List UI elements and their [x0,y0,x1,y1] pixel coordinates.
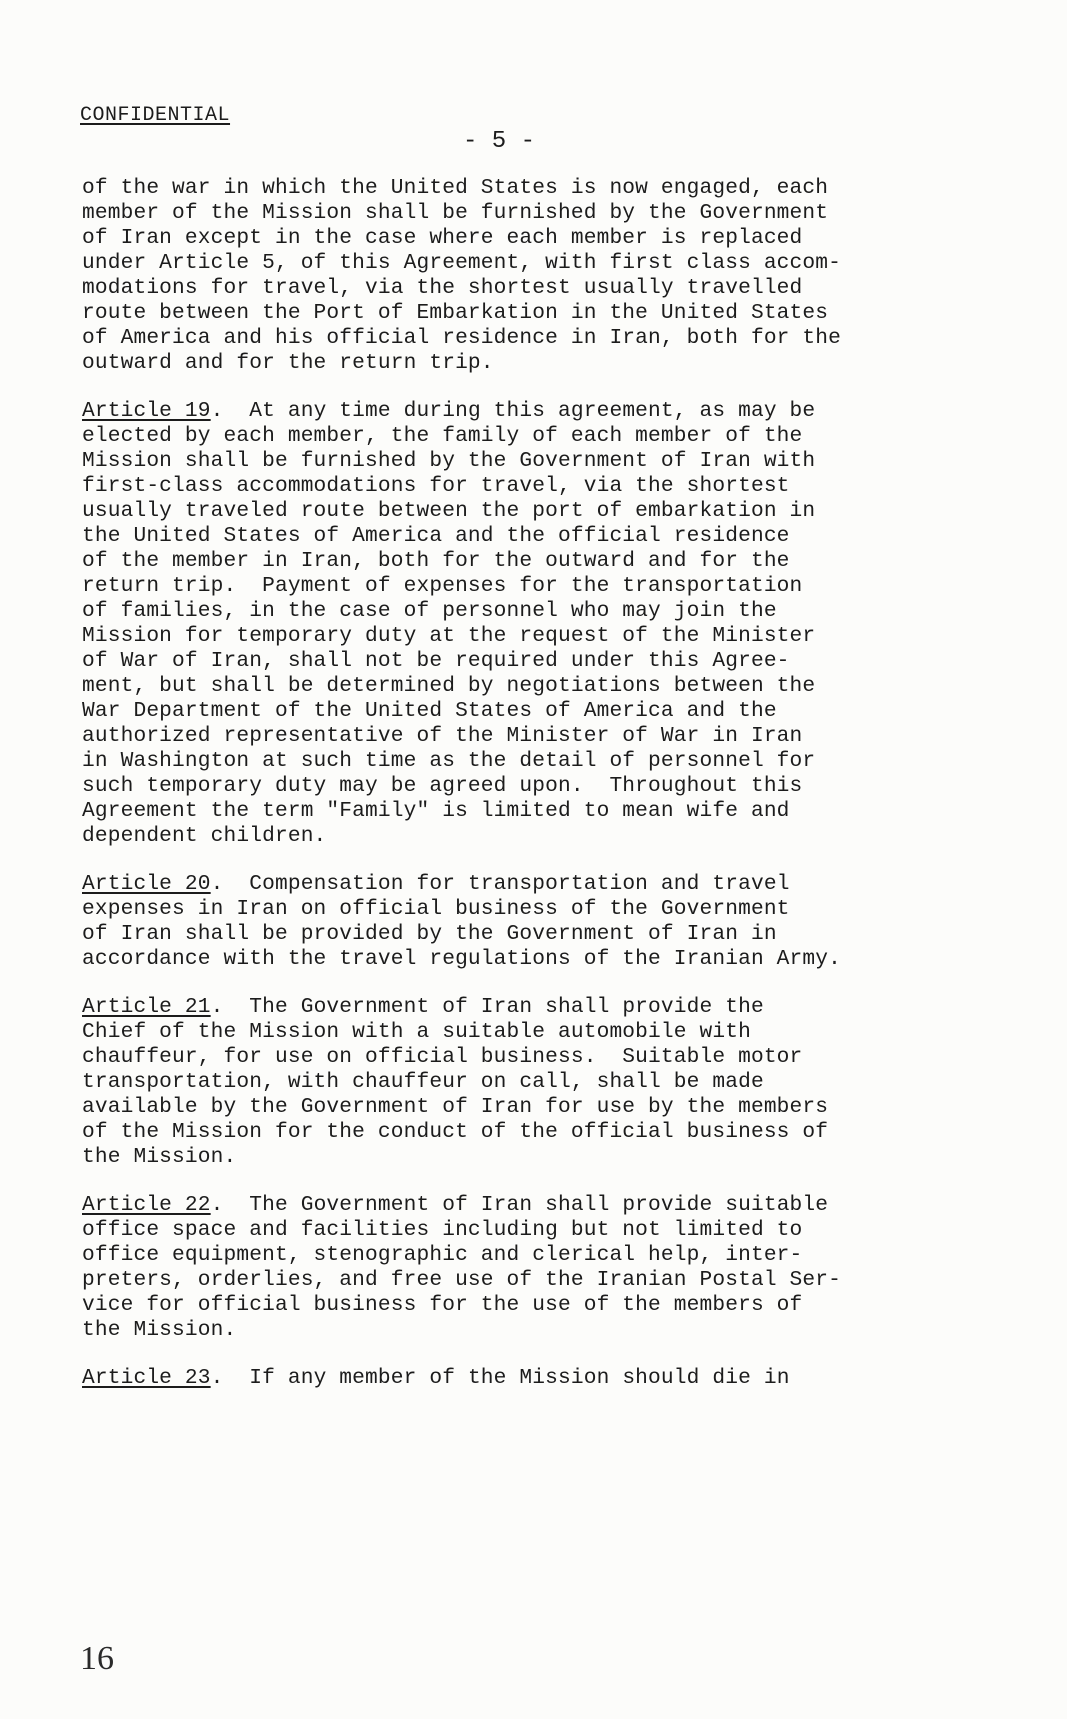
article-heading: Article 21 [82,995,211,1019]
document-body [82,176,962,1414]
text-line: of families, in the case of personnel who may join the [82,599,777,623]
text-line: in Washington at such time as the detail of personnel for [82,749,816,773]
text-line: authorized representative of the Minister of War in Iran [82,724,803,748]
text-line: dependent children. [82,824,327,848]
text-line: the Mission. [82,1318,237,1342]
text-line: vice for official business for the use of the members of [82,1293,803,1317]
article-21 [82,995,962,1170]
text-line: available by the Government of Iran for use by the members [82,1095,829,1119]
text-line: transportation, with chauffeur on call, shall be made [82,1070,764,1094]
text-line: . At any time during this agreement, as may be [210,399,816,423]
text-line: under Article 5, of this Agreement, with first class accom- [82,251,842,275]
text-line: preters, orderlies, and free use of the Iranian Postal Ser- [82,1268,842,1292]
article-heading: Article 20 [82,872,211,896]
text-line: Mission shall be furnished by the Government of Iran with [82,449,816,473]
text-line: the United States of America and the official residence [82,524,790,548]
page-number-header: - 5 - [463,128,536,155]
text-line: elected by each member, the family of each member of the [82,424,803,448]
article-20 [82,872,962,972]
article-heading: Article 23 [82,1366,211,1390]
paragraph-continuation [82,176,962,376]
text-line: such temporary duty may be agreed upon. Throughout this [82,774,803,798]
text-line: expenses in Iran on official business of the Government [82,897,790,921]
text-line: return trip. Payment of expenses for the transportation [82,574,803,598]
article-22 [82,1193,962,1343]
text-line: ment, but shall be determined by negotiations between the [82,674,816,698]
text-line: modations for travel, via the shortest usually travelled [82,276,803,300]
text-line: of America and his official residence in Iran, both for the [82,326,842,350]
text-line: first-class accommodations for travel, via the shortest [82,474,790,498]
classification-marking: CONFIDENTIAL [80,104,231,127]
text-line: accordance with the travel regulations of the Iranian Army. [82,947,842,971]
text-line: of Iran except in the case where each member is replaced [82,226,803,250]
text-line: of War of Iran, shall not be required under this Agree- [82,649,790,673]
article-heading: Article 22 [82,1193,211,1217]
text-line: of the war in which the United States is now engaged, each [82,176,829,200]
text-line: the Mission. [82,1145,237,1169]
text-line: outward and for the return trip. [82,351,494,375]
text-line: Chief of the Mission with a suitable automobile with [82,1020,751,1044]
page-number-footer: 16 [80,1640,114,1677]
text-line: . Compensation for transportation and travel [210,872,790,896]
text-line: . The Government of Iran shall provide suitable [210,1193,829,1217]
article-23 [82,1366,962,1391]
text-line: chauffeur, for use on official business. Suitable motor [82,1045,803,1069]
text-line: member of the Mission shall be furnished by the Government [82,201,829,225]
text-line: . If any member of the Mission should die in [210,1366,790,1390]
article-heading: Article 19 [82,399,211,423]
text-line: Mission for temporary duty at the request of the Minister [82,624,816,648]
text-line: of the Mission for the conduct of the official business of [82,1120,829,1144]
text-line: Agreement the term "Family" is limited to mean wife and [82,799,790,823]
text-line: office space and facilities including but not limited to [82,1218,803,1242]
text-line: of Iran shall be provided by the Government of Iran in [82,922,777,946]
text-line: route between the Port of Embarkation in the United States [82,301,829,325]
article-19 [82,399,962,849]
text-line: War Department of the United States of America and the [82,699,777,723]
text-line: . The Government of Iran shall provide the [210,995,764,1019]
text-line: usually traveled route between the port of embarkation in [82,499,816,523]
text-line: office equipment, stenographic and clerical help, inter- [82,1243,803,1267]
text-line: of the member in Iran, both for the outward and for the [82,549,790,573]
